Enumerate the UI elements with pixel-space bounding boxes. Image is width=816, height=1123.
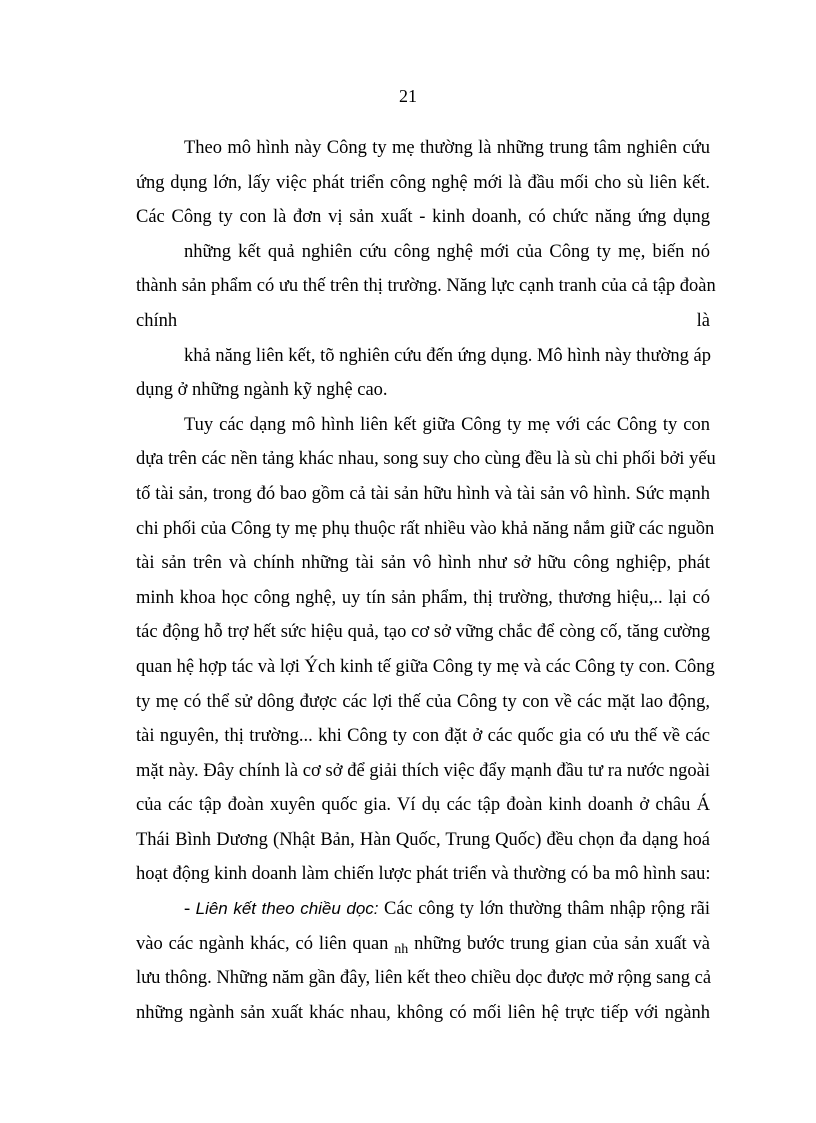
paragraph-line: những kết quả nghiên cứu công nghệ mới của Công ty mẹ, biến nó bbox=[184, 241, 710, 262]
paragraph-line: dựa trên các nền tảng khác nhau, song suy cho cùng đều là sù chi phối bởi yếu bbox=[136, 449, 716, 470]
page-number: 21 bbox=[399, 86, 417, 106]
paragraph-line: quan hệ hợp tác và lợi Ých kinh tế giữa Công ty mẹ và các Công ty con. Công bbox=[136, 656, 715, 677]
paragraph-line: chi phối của Công ty mẹ phụ thuộc rất nhiều vào khả năng nắm giữ các nguồn bbox=[136, 518, 715, 539]
paragraph-line: Các Công ty con là đơn vị sản xuất - kinh doanh, có chức năng ứng dụng bbox=[136, 207, 710, 228]
body-text bbox=[136, 131, 716, 1030]
paragraph-line: dụng ở những ngành kỹ nghệ cao. bbox=[136, 380, 388, 401]
line-fragment: là bbox=[696, 310, 710, 331]
paragraph-line: ty mẹ có thể sử dông được các lợi thế của Công ty con về các mặt lao động, bbox=[136, 691, 710, 712]
italic-heading: Liên kết theo chiều dọc: bbox=[195, 899, 379, 919]
line-fragment: những bước trung gian của sản xuất và bbox=[408, 933, 710, 954]
paragraph-line: thành sản phẩm có ưu thế trên thị trường. Năng lực cạnh tranh của cả tập đoàn bbox=[136, 276, 716, 297]
paragraph-line bbox=[136, 304, 710, 339]
paragraph-line: ứng dụng lớn, lấy việc phát triển công nghệ mới là đầu mối cho sù liên kết. bbox=[136, 172, 710, 193]
line-fragment: chính bbox=[136, 310, 178, 331]
paragraph-line: lưu thông. Những năm gần đây, liên kết theo chiều dọc được mở rộng sang cả bbox=[136, 968, 712, 989]
line-fragment: nh bbox=[394, 941, 409, 957]
paragraph-line bbox=[136, 927, 710, 962]
paragraph-line: tác động hỗ trợ hết sức hiệu quả, tạo cơ sở vững chắc để còng cố, tăng cường bbox=[136, 622, 710, 643]
line-fragment: Các công ty lớn thường thâm nhập rộng rãi bbox=[378, 899, 710, 920]
paragraph-line: tài nguyên, thị trường... khi Công ty con đặt ở các quốc gia có ưu thế về các bbox=[136, 726, 710, 747]
paragraph-line: Thái Bình Dương (Nhật Bản, Hàn Quốc, Trung Quốc) đều chọn đa dạng hoá bbox=[136, 829, 710, 850]
paragraph-line: hoạt động kinh doanh làm chiến lược phát triển và thường có ba mô hình sau: bbox=[136, 864, 711, 885]
line-fragment: - bbox=[184, 899, 196, 920]
paragraph-line: khả năng liên kết, tõ nghiên cứu đến ứng dụng. Mô hình này thường áp bbox=[184, 345, 711, 366]
paragraph-line: minh khoa học công nghệ, uy tín sản phẩm, thị trường, thương hiệu,.. lại có bbox=[136, 587, 710, 608]
paragraph-line bbox=[136, 892, 710, 927]
paragraph-line: Theo mô hình này Công ty mẹ thường là những trung tâm nghiên cứu bbox=[184, 138, 710, 158]
paragraph-line: những ngành sản xuất khác nhau, không có mối liên hệ trực tiếp với ngành bbox=[136, 1002, 710, 1023]
paragraph-line: tài sản trên và chính những tài sản vô hình như sở hữu công nghiệp, phát bbox=[136, 553, 710, 574]
paragraph-line: Tuy các dạng mô hình liên kết giữa Công ty mẹ với các Công ty con bbox=[184, 414, 710, 435]
paragraph-line: của các tập đoàn xuyên quốc gia. Ví dụ các tập đoàn kinh doanh ở châu Á bbox=[136, 795, 710, 816]
paragraph-line: mặt này. Đây chính là cơ sở để giải thích việc đẩy mạnh đầu tư ra nước ngoài bbox=[136, 760, 710, 781]
paragraph-line: tố tài sản, trong đó bao gồm cả tài sản hữu hình và tài sản vô hình. Sức mạnh bbox=[136, 483, 710, 504]
line-fragment: vào các ngành khác, có liên quan bbox=[136, 933, 395, 954]
